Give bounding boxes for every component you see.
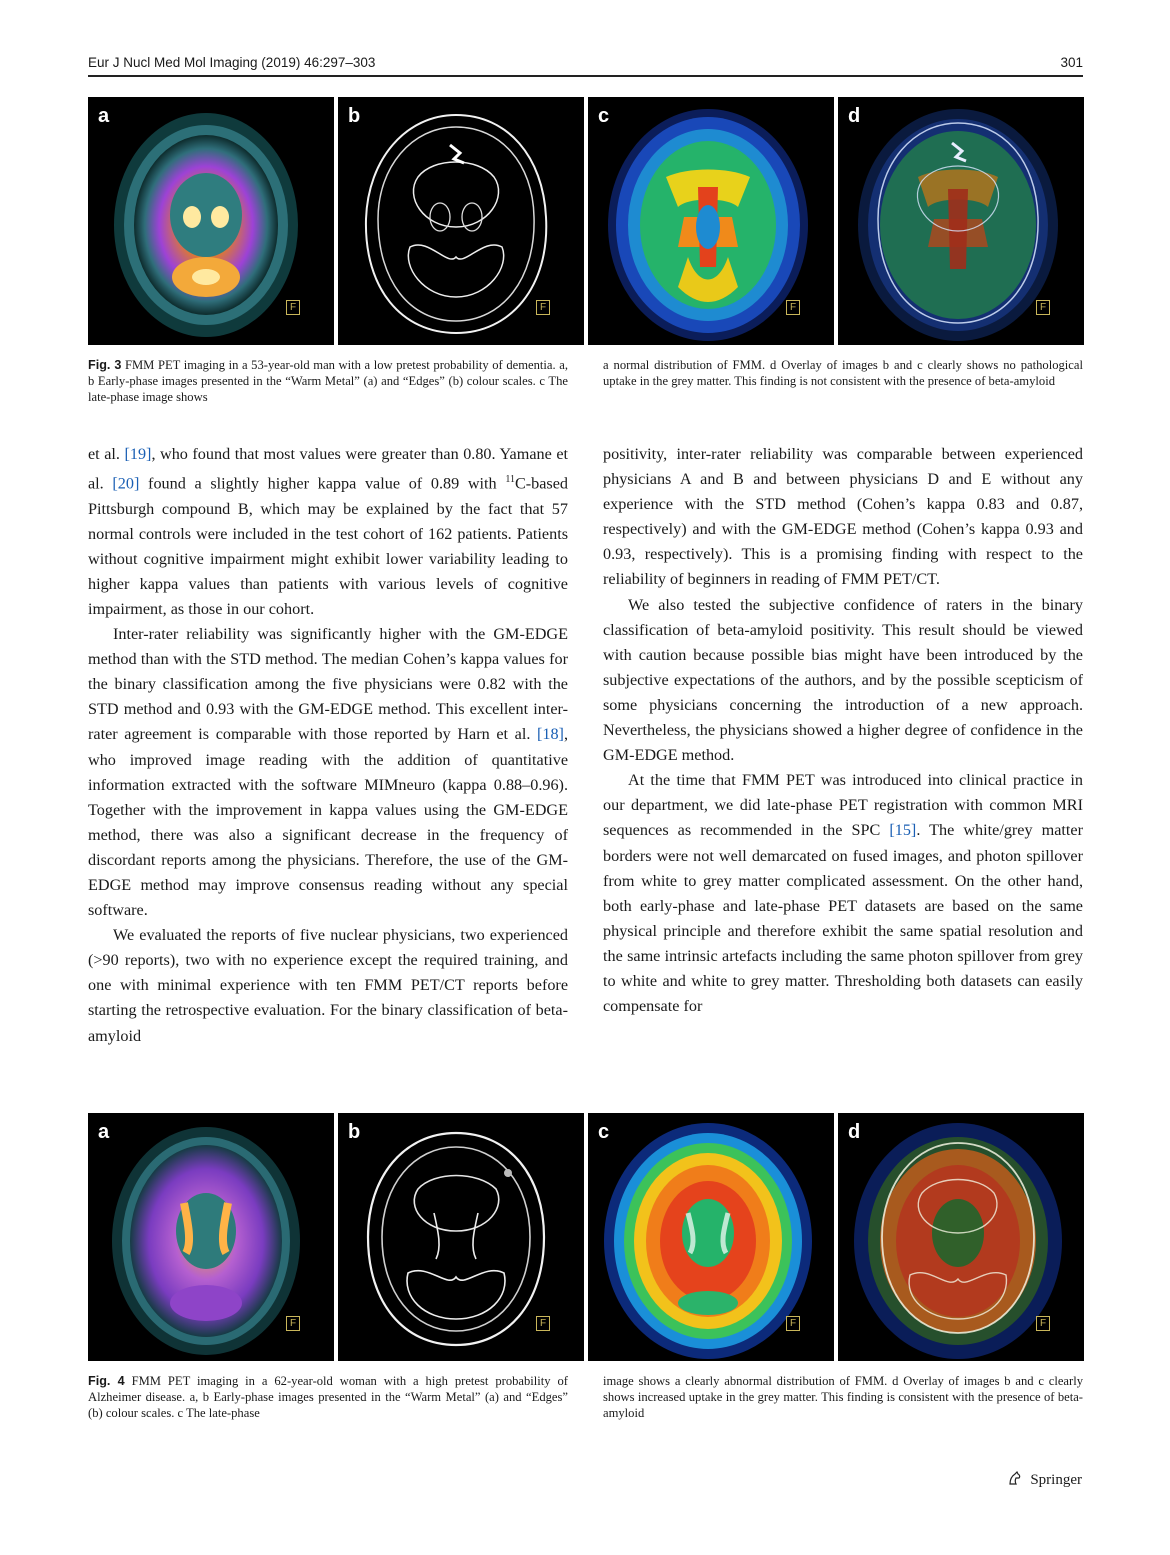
caption-text: FMM PET imaging in a 53-year-old man with a low pretest probability of dementia. a, b Early-phase images presented in the “Warm Metal” (a) and “Edges” (b) colour scales. c The late-phase image shows [88,358,568,405]
publisher-footer [1007,1470,1082,1489]
panel-label: a [98,1121,110,1143]
publisher-name: Springer [1030,1472,1082,1488]
orientation-marker: F [536,1316,550,1331]
citation-link[interactable]: [15] [889,821,917,840]
figure-label: Fig. 4 [88,1374,125,1388]
fig4-caption-left [88,1373,568,1422]
panel-label: d [848,1121,861,1143]
paragraph: et al. [19], who found that most values were greater than 0.80. Yamane et al. [20] found a slightly higher kappa value of 0.89 with $^{11}$C-based Pittsburgh compound B, which may be explained by the fact that 57 normal controls were included in the test cohort of 162 patients. Patients without cognitive impairment might exhibit lower variability leading to higher kappa values than patients with various levels of cognitive impairment, as those in our cohort. [88,445,568,618]
panel-label: b [348,1121,361,1143]
header-rule [88,75,1083,77]
caption-text: FMM PET imaging in a 62-year-old woman with a high pretest probability of Alzheimer disease. a, b Early-phase images presented in the “Warm Metal” (a) and “Edges” (b) colour scales. c The late-phase [88,1374,568,1421]
body-column-right [603,442,1083,1019]
fig4-panel-b-edges [338,1113,584,1361]
caption-text: a normal distribution of FMM. d Overlay of images b and c clearly shows no pathological uptake in the grey matter. This finding is not consistent with the presence of beta-amyloid [603,358,1083,389]
page-number: 301 [1060,55,1083,70]
running-header [88,52,1083,74]
orientation-marker: F [1036,1316,1050,1331]
fig3-caption-left [88,357,568,406]
springer-horse-logo-icon [1007,1470,1023,1486]
orientation-marker: F [786,300,800,315]
panel-label: d [848,105,861,127]
fig4-caption-right [603,1373,1083,1422]
paragraph: We also tested the subjective confidence of raters in the binary classification of beta-amyloid positivity. This result should be viewed with caution because possible bias might have been introduced by the subjective expectations of the authors, and by the possible scepticism of some physicians concerning the introduction of a new approach. Nevertheless, the physicians showed a higher degree of confidence in the GM-EDGE method. [603,595,1083,765]
fig3-panel-c-late-phase [588,97,834,345]
body-column-left [88,442,568,1049]
fig3-panel-a-warm-metal [88,97,334,345]
citation-link[interactable]: [18] [536,725,564,744]
fig4-panel-d-overlay [838,1113,1084,1361]
paragraph: At the time that FMM PET was introduced into clinical practice in our department, we did late-phase PET registration with common MRI sequences as recommended in the SPC [15]. The white/grey matter borders were not well demarcated on fused images, and photon spillover from white to grey matter complicated assessment. On the other hand, both early-phase and late-phase PET datasets are based on the same physical principle and therefore exhibit the same spatial resolution and the same intrinsic artefacts including the same photon spillover from grey to white and white to grey matter. Thresholding both datasets can easily compensate for [603,771,1083,1016]
paragraph: We evaluated the reports of five nuclear physicians, two experienced (>90 reports), two with no experience except the required training, and one with minimal experience with ten FMM PET/CT reports before starting the retrospective evaluation. For the binary classification of beta-amyloid [88,926,568,1045]
fig3-panel-d-overlay [838,97,1084,345]
fig3-panel-b-edges [338,97,584,345]
panel-label: b [348,105,361,127]
paragraph: positivity, inter-rater reliability was comparable between experienced physicians A and B and between physicians D and E without any experience with the STD method (Cohen’s kappa 0.83 and 0.87, respectively) and with the GM-EDGE method (Cohen’s kappa 0.93 and 0.93, respectively). This is a promising finding with respect to the reliability of beginners in reading of FMM PET/CT. [603,445,1083,589]
journal-citation: Eur J Nucl Med Mol Imaging (2019) 46:297–303 [88,55,376,70]
panel-label: a [98,105,110,127]
orientation-marker: F [286,300,300,315]
fig4-panel-c-late-phase [588,1113,834,1361]
citation-link[interactable]: [20] [112,474,140,493]
figure-label: Fig. 3 [88,358,122,372]
figure-4 [88,1113,1083,1361]
paragraph: Inter-rater reliability was significantly higher with the GM-EDGE method than with the STD method. The median Cohen’s kappa values for the binary classification among the five physicians were 0.82 with the STD method and 0.93 with the GM-EDGE method. This excellent inter-rater agreement is comparable with those reported by Harn et al. [18], who improved image reading with the addition of quantitative information extracted with the software MIMneuro (kappa 0.88–0.96). Together with the improvement in kappa values using the GM-EDGE method, there was also a significant decrease in the frequency of discordant reports among the physicians. Therefore, the use of the GM-EDGE method may improve consensus reading without any special software. [88,625,568,920]
orientation-marker: F [536,300,550,315]
fig4-panel-a-warm-metal [88,1113,334,1361]
orientation-marker: F [1036,300,1050,315]
isotope-superscript: 11 [505,474,515,486]
figure-3 [88,97,1083,345]
panel-label: c [598,105,610,127]
panel-label: c [598,1121,610,1143]
citation-link[interactable]: [19] [124,445,152,463]
orientation-marker: F [786,1316,800,1331]
caption-text: image shows a clearly abnormal distribution of FMM. d Overlay of images b and c clearly shows increased uptake in the grey matter. This finding is consistent with the presence of beta-amyloid [603,1374,1083,1421]
fig3-caption-right [603,357,1083,389]
orientation-marker: F [286,1316,300,1331]
